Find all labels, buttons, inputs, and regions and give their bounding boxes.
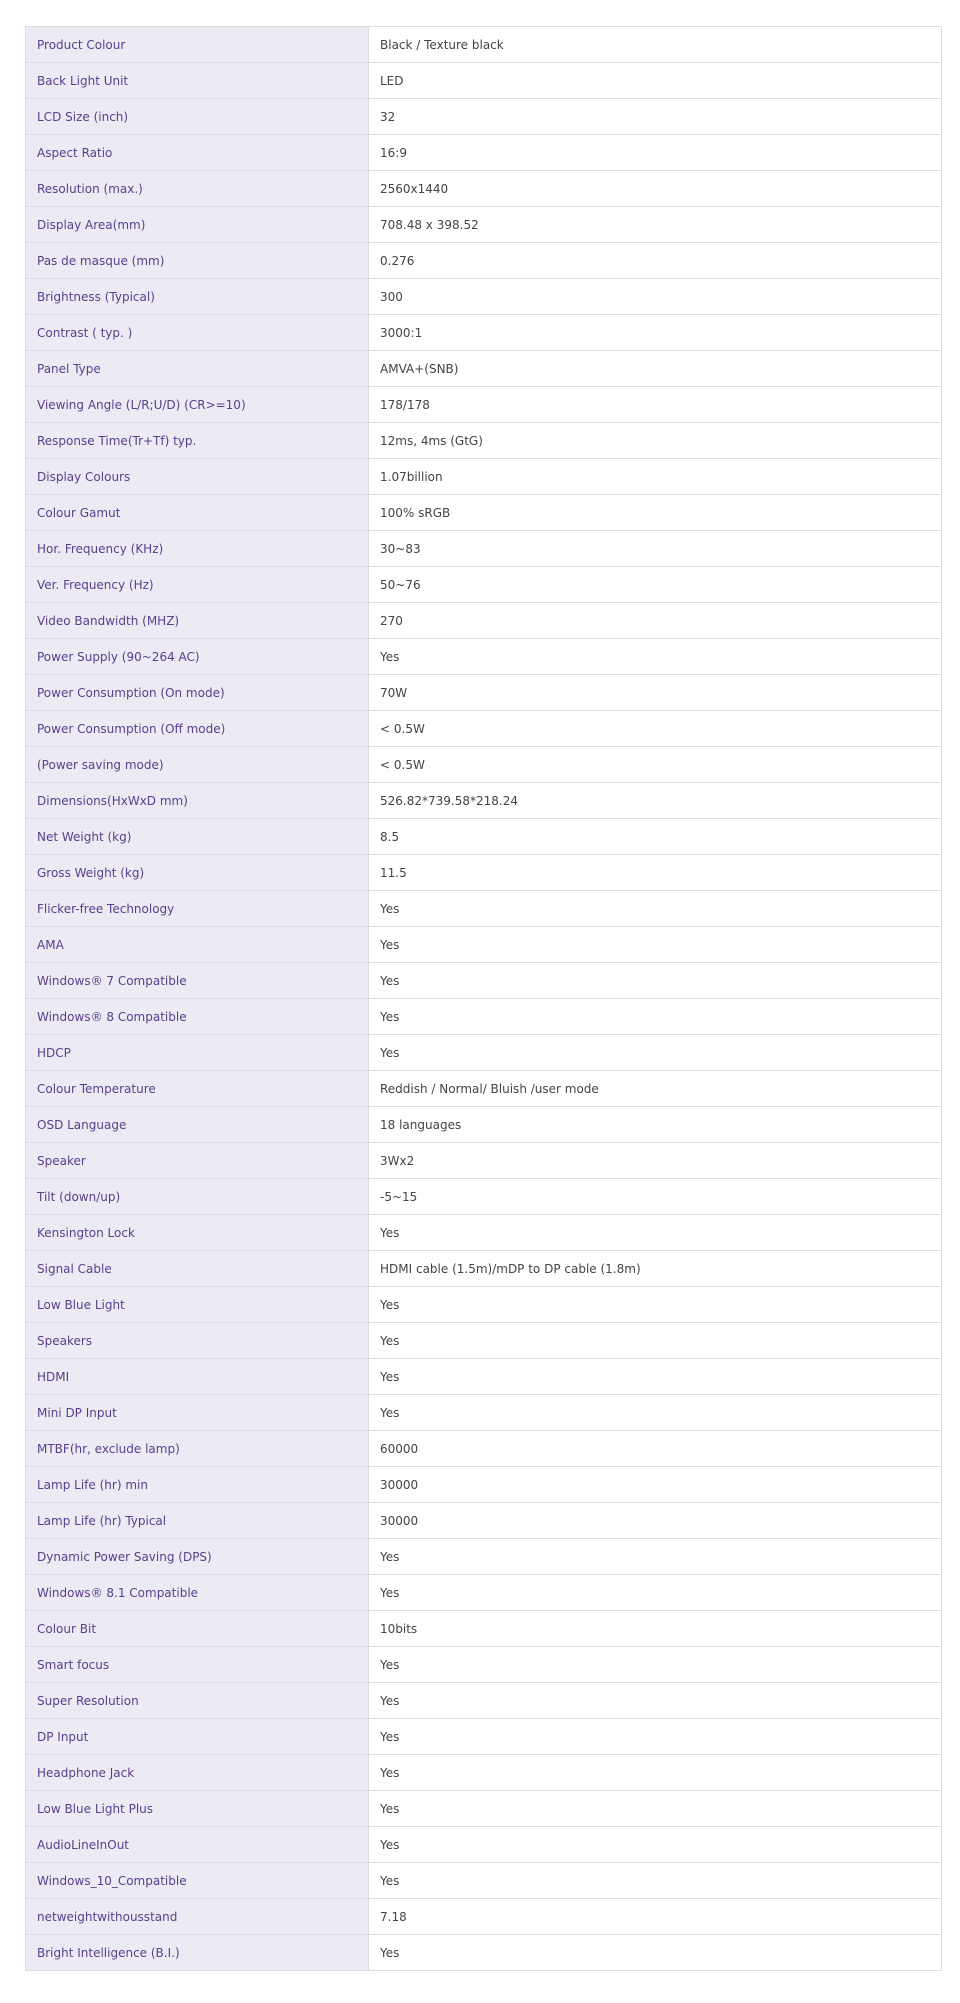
spec-label: Smart focus bbox=[26, 1647, 369, 1683]
spec-row bbox=[26, 135, 942, 171]
spec-label: Windows® 7 Compatible bbox=[26, 963, 369, 999]
spec-row bbox=[26, 963, 942, 999]
spec-row bbox=[26, 1359, 942, 1395]
spec-value: Yes bbox=[369, 1827, 942, 1863]
spec-row bbox=[26, 279, 942, 315]
spec-row bbox=[26, 243, 942, 279]
spec-value: 1.07billion bbox=[369, 459, 942, 495]
spec-value: 30000 bbox=[369, 1467, 942, 1503]
spec-label: OSD Language bbox=[26, 1107, 369, 1143]
spec-row bbox=[26, 1143, 942, 1179]
spec-label: Lamp Life (hr) min bbox=[26, 1467, 369, 1503]
spec-row bbox=[26, 747, 942, 783]
spec-value: 11.5 bbox=[369, 855, 942, 891]
spec-label: Power Supply (90~264 AC) bbox=[26, 639, 369, 675]
spec-row bbox=[26, 675, 942, 711]
spec-label: Display Colours bbox=[26, 459, 369, 495]
spec-label: AudioLineInOut bbox=[26, 1827, 369, 1863]
spec-label: Mini DP Input bbox=[26, 1395, 369, 1431]
spec-value: Yes bbox=[369, 927, 942, 963]
spec-label: Headphone Jack bbox=[26, 1755, 369, 1791]
spec-value: 8.5 bbox=[369, 819, 942, 855]
spec-label: Power Consumption (On mode) bbox=[26, 675, 369, 711]
spec-label: Colour Temperature bbox=[26, 1071, 369, 1107]
spec-value: 708.48 x 398.52 bbox=[369, 207, 942, 243]
spec-value: Yes bbox=[369, 1791, 942, 1827]
spec-row bbox=[26, 1179, 942, 1215]
spec-row bbox=[26, 1647, 942, 1683]
spec-label: Colour Bit bbox=[26, 1611, 369, 1647]
spec-value: Yes bbox=[369, 1287, 942, 1323]
spec-value: 12ms, 4ms (GtG) bbox=[369, 423, 942, 459]
spec-row bbox=[26, 1323, 942, 1359]
spec-value: Yes bbox=[369, 999, 942, 1035]
spec-row bbox=[26, 1863, 942, 1899]
spec-value: Yes bbox=[369, 1395, 942, 1431]
spec-row bbox=[26, 27, 942, 63]
spec-row bbox=[26, 1827, 942, 1863]
spec-row bbox=[26, 423, 942, 459]
spec-row bbox=[26, 1575, 942, 1611]
spec-row bbox=[26, 1719, 942, 1755]
spec-value: Yes bbox=[369, 1935, 942, 1971]
spec-label: Contrast ( typ. ) bbox=[26, 315, 369, 351]
spec-value: 7.18 bbox=[369, 1899, 942, 1935]
spec-row bbox=[26, 1755, 942, 1791]
spec-row bbox=[26, 171, 942, 207]
spec-row bbox=[26, 1683, 942, 1719]
spec-value: 18 languages bbox=[369, 1107, 942, 1143]
spec-value: 10bits bbox=[369, 1611, 942, 1647]
spec-value: 50~76 bbox=[369, 567, 942, 603]
spec-label: Viewing Angle (L/R;U/D) (CR>=10) bbox=[26, 387, 369, 423]
spec-row bbox=[26, 531, 942, 567]
spec-label: Aspect Ratio bbox=[26, 135, 369, 171]
spec-value: Yes bbox=[369, 891, 942, 927]
spec-value: 3Wx2 bbox=[369, 1143, 942, 1179]
spec-row bbox=[26, 1791, 942, 1827]
spec-value: Yes bbox=[369, 1215, 942, 1251]
spec-label: Low Blue Light bbox=[26, 1287, 369, 1323]
spec-label: (Power saving mode) bbox=[26, 747, 369, 783]
spec-label: LCD Size (inch) bbox=[26, 99, 369, 135]
spec-value: 3000:1 bbox=[369, 315, 942, 351]
spec-label: Response Time(Tr+Tf) typ. bbox=[26, 423, 369, 459]
spec-value: Yes bbox=[369, 1359, 942, 1395]
spec-row bbox=[26, 1899, 942, 1935]
spec-label: Speaker bbox=[26, 1143, 369, 1179]
spec-label: AMA bbox=[26, 927, 369, 963]
spec-row bbox=[26, 99, 942, 135]
spec-value: 70W bbox=[369, 675, 942, 711]
spec-row bbox=[26, 999, 942, 1035]
spec-label: Dimensions(HxWxD mm) bbox=[26, 783, 369, 819]
spec-value: Yes bbox=[369, 963, 942, 999]
spec-label: Net Weight (kg) bbox=[26, 819, 369, 855]
spec-value: Yes bbox=[369, 1863, 942, 1899]
spec-row bbox=[26, 639, 942, 675]
spec-label: Dynamic Power Saving (DPS) bbox=[26, 1539, 369, 1575]
spec-row bbox=[26, 567, 942, 603]
spec-value: Yes bbox=[369, 1719, 942, 1755]
spec-table-body bbox=[26, 27, 942, 1971]
spec-row bbox=[26, 1935, 942, 1971]
spec-value: 300 bbox=[369, 279, 942, 315]
spec-value: -5~15 bbox=[369, 1179, 942, 1215]
spec-value: 60000 bbox=[369, 1431, 942, 1467]
spec-row bbox=[26, 1071, 942, 1107]
spec-value: 2560x1440 bbox=[369, 171, 942, 207]
spec-row bbox=[26, 927, 942, 963]
spec-row bbox=[26, 459, 942, 495]
spec-label: Gross Weight (kg) bbox=[26, 855, 369, 891]
spec-value: 178/178 bbox=[369, 387, 942, 423]
spec-value: 100% sRGB bbox=[369, 495, 942, 531]
spec-label: Power Consumption (Off mode) bbox=[26, 711, 369, 747]
spec-row bbox=[26, 1611, 942, 1647]
spec-row bbox=[26, 1503, 942, 1539]
spec-value: 0.276 bbox=[369, 243, 942, 279]
spec-row bbox=[26, 1251, 942, 1287]
spec-value: 32 bbox=[369, 99, 942, 135]
spec-value: 270 bbox=[369, 603, 942, 639]
spec-label: Bright Intelligence (B.I.) bbox=[26, 1935, 369, 1971]
spec-label: Product Colour bbox=[26, 27, 369, 63]
spec-value: Yes bbox=[369, 1539, 942, 1575]
spec-label: DP Input bbox=[26, 1719, 369, 1755]
spec-label: Windows® 8.1 Compatible bbox=[26, 1575, 369, 1611]
spec-row bbox=[26, 1287, 942, 1323]
spec-label: Display Area(mm) bbox=[26, 207, 369, 243]
spec-label: Windows_10_Compatible bbox=[26, 1863, 369, 1899]
spec-row bbox=[26, 315, 942, 351]
spec-row bbox=[26, 63, 942, 99]
spec-label: MTBF(hr, exclude lamp) bbox=[26, 1431, 369, 1467]
spec-value: 30000 bbox=[369, 1503, 942, 1539]
spec-value: Yes bbox=[369, 1575, 942, 1611]
spec-label: Brightness (Typical) bbox=[26, 279, 369, 315]
spec-row bbox=[26, 1107, 942, 1143]
spec-row bbox=[26, 1467, 942, 1503]
spec-label: Signal Cable bbox=[26, 1251, 369, 1287]
spec-label: HDMI bbox=[26, 1359, 369, 1395]
spec-label: Low Blue Light Plus bbox=[26, 1791, 369, 1827]
spec-value: Reddish / Normal/ Bluish /user mode bbox=[369, 1071, 942, 1107]
spec-value: 30~83 bbox=[369, 531, 942, 567]
spec-table bbox=[25, 26, 942, 1971]
spec-value: < 0.5W bbox=[369, 711, 942, 747]
spec-value: Black / Texture black bbox=[369, 27, 942, 63]
spec-value: Yes bbox=[369, 1755, 942, 1791]
spec-value: Yes bbox=[369, 1647, 942, 1683]
spec-row bbox=[26, 351, 942, 387]
spec-label: Video Bandwidth (MHZ) bbox=[26, 603, 369, 639]
spec-label: Speakers bbox=[26, 1323, 369, 1359]
spec-row bbox=[26, 819, 942, 855]
spec-label: Flicker-free Technology bbox=[26, 891, 369, 927]
spec-label: Resolution (max.) bbox=[26, 171, 369, 207]
spec-row bbox=[26, 1539, 942, 1575]
spec-value: Yes bbox=[369, 1323, 942, 1359]
spec-row bbox=[26, 783, 942, 819]
spec-label: netweightwithousstand bbox=[26, 1899, 369, 1935]
spec-label: Pas de masque (mm) bbox=[26, 243, 369, 279]
spec-row bbox=[26, 855, 942, 891]
spec-row bbox=[26, 1395, 942, 1431]
spec-row bbox=[26, 207, 942, 243]
spec-value: LED bbox=[369, 63, 942, 99]
spec-label: Super Resolution bbox=[26, 1683, 369, 1719]
spec-row bbox=[26, 603, 942, 639]
spec-row bbox=[26, 1035, 942, 1071]
spec-label: Colour Gamut bbox=[26, 495, 369, 531]
spec-value: Yes bbox=[369, 1035, 942, 1071]
spec-label: Tilt (down/up) bbox=[26, 1179, 369, 1215]
spec-row bbox=[26, 1215, 942, 1251]
spec-row bbox=[26, 1431, 942, 1467]
spec-value: 16:9 bbox=[369, 135, 942, 171]
spec-value: < 0.5W bbox=[369, 747, 942, 783]
spec-value: Yes bbox=[369, 639, 942, 675]
spec-label: Panel Type bbox=[26, 351, 369, 387]
spec-value: HDMI cable (1.5m)/mDP to DP cable (1.8m) bbox=[369, 1251, 942, 1287]
spec-row bbox=[26, 387, 942, 423]
spec-label: Hor. Frequency (KHz) bbox=[26, 531, 369, 567]
spec-label: Windows® 8 Compatible bbox=[26, 999, 369, 1035]
spec-value: AMVA+(SNB) bbox=[369, 351, 942, 387]
spec-label: Lamp Life (hr) Typical bbox=[26, 1503, 369, 1539]
spec-label: Kensington Lock bbox=[26, 1215, 369, 1251]
spec-row bbox=[26, 495, 942, 531]
spec-row bbox=[26, 891, 942, 927]
spec-label: Ver. Frequency (Hz) bbox=[26, 567, 369, 603]
spec-label: Back Light Unit bbox=[26, 63, 369, 99]
spec-label: HDCP bbox=[26, 1035, 369, 1071]
spec-value: Yes bbox=[369, 1683, 942, 1719]
spec-value: 526.82*739.58*218.24 bbox=[369, 783, 942, 819]
spec-row bbox=[26, 711, 942, 747]
